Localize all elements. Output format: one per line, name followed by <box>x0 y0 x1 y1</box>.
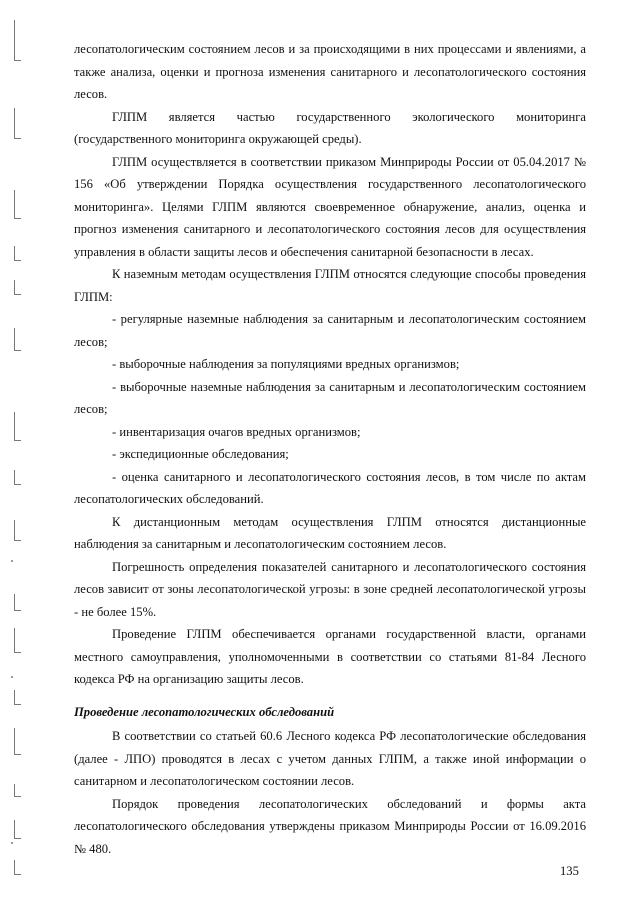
paragraph: Проведение ГЛПМ обеспечивается органами государственной власти, органами местного самоуправления, уполномоченными в соответствии со статьями 81-84 Лесного кодекса РФ на организацию защиты лесов. <box>74 627 586 686</box>
paragraph: лесопатологическим состоянием лесов и за происходящими в них процессами и явлениями, а также анализа, оценки и прогноза изменения санитарного и лесопатологического состояния лесов. <box>74 42 586 101</box>
binding-dot <box>11 560 13 562</box>
binding-mark <box>14 520 21 541</box>
list-item: - выборочные наземные наблюдения за санитарным и лесопатологическим состоянием лесов; <box>74 379 586 416</box>
list-item: - регулярные наземные наблюдения за санитарным и лесопатологическим состоянием лесов; <box>74 312 586 349</box>
binding-mark <box>14 728 21 755</box>
binding-mark <box>14 108 21 139</box>
binding-mark <box>14 628 21 653</box>
binding-mark <box>14 860 21 875</box>
section-heading: Проведение лесопатологических обследований <box>74 704 335 719</box>
list-item: - выборочные наблюдения за популяциями вредных организмов; <box>112 357 460 371</box>
document-body <box>74 38 586 860</box>
binding-mark <box>14 412 21 441</box>
paragraph: Порядок проведения лесопатологических обследований и формы акта лесопатологического обследования утверждены приказом Минприроды России от 16.09.2016 № 480. <box>74 796 586 856</box>
list-item: - оценка санитарного и лесопатологического состояния лесов, в том числе по актам лесопатологических обследований. <box>74 469 586 506</box>
binding-mark <box>14 280 21 295</box>
binding-mark <box>14 690 21 705</box>
paragraph: В соответствии со статьей 60.6 Лесного кодекса РФ лесопатологические обследования (далее - ЛПО) проводятся в лесах с учетом данных ГЛПМ, а также иной информации о санитарном и лесопатологическом состоянии лесов. <box>74 729 586 788</box>
binding-mark <box>14 190 21 219</box>
binding-mark <box>14 594 21 611</box>
binding-mark <box>14 328 21 351</box>
binding-mark <box>14 246 21 261</box>
binding-mark <box>14 470 21 485</box>
paragraph: Погрешность определения показателей санитарного и лесопатологического состояния лесов зависит от зоны лесопатологической угрозы: в зоне средней лесопатологической угрозы - не более 15%. <box>74 559 586 619</box>
list-item: - инвентаризация очагов вредных организмов; <box>112 424 361 439</box>
paragraph: К наземным методам осуществления ГЛПМ относятся следующие способы проведения ГЛПМ: <box>74 267 586 304</box>
paragraph: ГЛПМ является частью государственного экологического мониторинга (государственного мониторинга окружающей среды). <box>74 109 586 146</box>
binding-dot <box>11 676 13 678</box>
paragraph: ГЛПМ осуществляется в соответствии приказом Минприроды России от 05.04.2017 № 156 «Об утверждении Порядка осуществления государственного лесопатологического мониторинга». Целями ГЛПМ являются своевременное обнаружение, анализ, оценка и прогноз изменения санитарного и лесопатологического состояния лесов для осуществления управления в области защиты лесов и обеспечения санитарной безопасности в лесах. <box>74 154 586 259</box>
binding-mark <box>14 20 21 61</box>
page-number: 135 <box>560 864 579 878</box>
paragraph: К дистанционным методам осуществления ГЛПМ относятся дистанционные наблюдения за санитарным и лесопатологическим состоянием лесов. <box>74 514 586 551</box>
binding-mark <box>14 820 21 839</box>
binding-mark <box>14 784 21 797</box>
binding-dot <box>11 842 13 844</box>
binding-margin <box>0 0 30 905</box>
list-item: - экспедиционные обследования; <box>112 447 289 461</box>
